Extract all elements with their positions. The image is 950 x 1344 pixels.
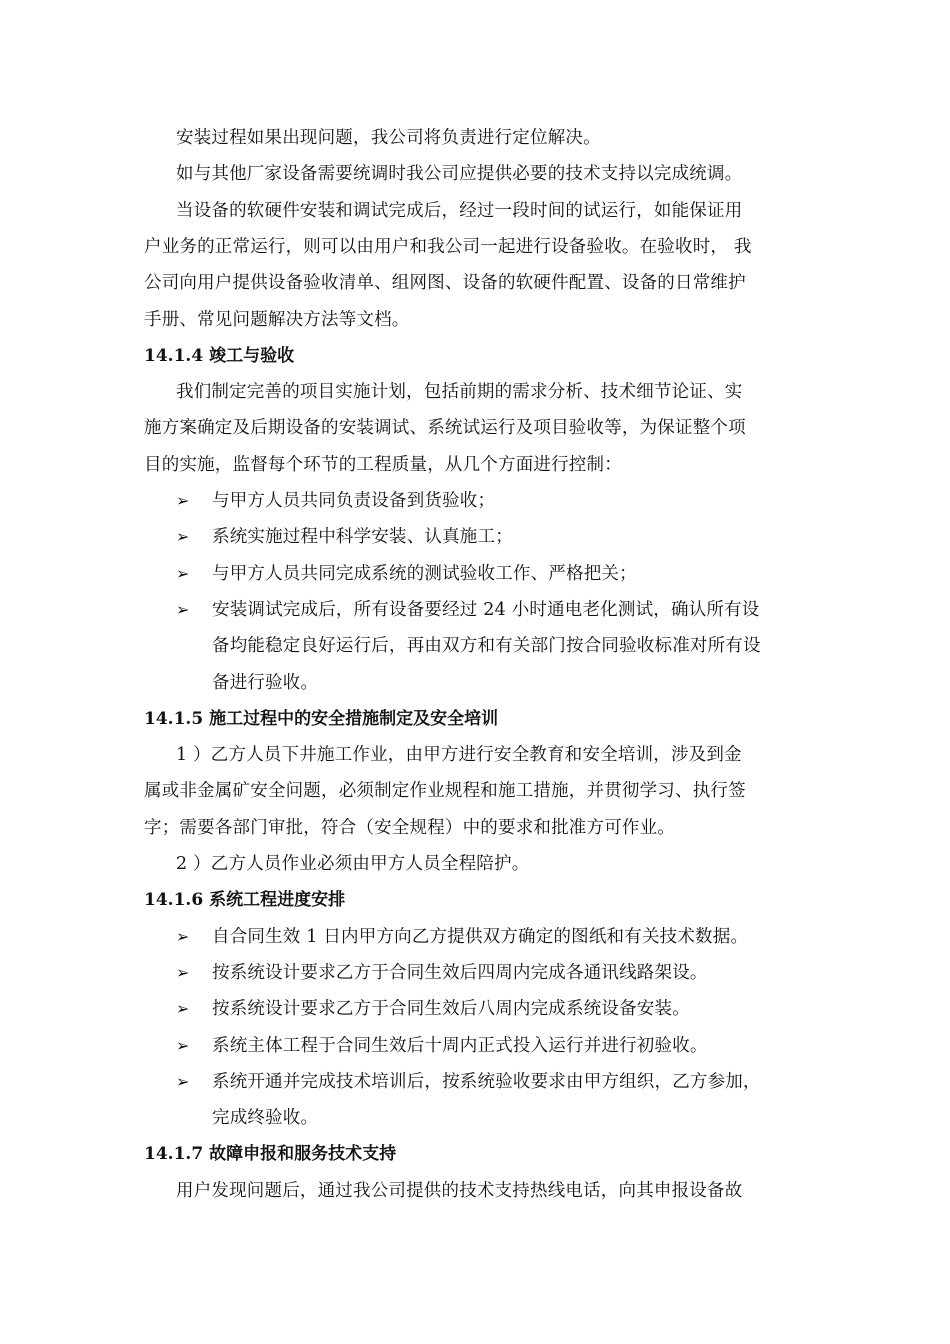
bullet-item-text: 按系统设计要求乙方于合同生效后八周内完成系统设备安装。 — [212, 999, 690, 1019]
paragraph-line: 用户发现问题后，通过我公司提供的技术支持热线电话，向其申报设备故 — [176, 1181, 743, 1201]
section-heading: 14.1.6 系统工程进度安排 — [144, 890, 346, 910]
bullet-item-text: 与甲方人员共同完成系统的测试验收工作、严格把关； — [212, 564, 637, 584]
bullet-item-text: 系统主体工程于合同生效后十周内正式投入运行并进行初验收。 — [212, 1036, 708, 1056]
paragraph-line: 安装过程如果出现问题，我公司将负责进行定位解决。 — [176, 128, 601, 148]
bullet-item-text: 安装调试完成后，所有设备要经过 24 小时通电老化测试，确认所有设 — [212, 600, 760, 620]
bullet-arrow-icon: ➢ — [176, 999, 190, 1018]
bullet-arrow-icon: ➢ — [176, 527, 190, 546]
bullet-item-text: 备进行验收。 — [212, 673, 319, 693]
paragraph-line: 属或非金属矿安全问题，必须制定作业规程和施工措施，并贯彻学习、执行签 — [144, 781, 746, 801]
paragraph-line: 户业务的正常运行，则可以由用户和我公司一起进行设备验收。在验收时， 我 — [144, 237, 752, 257]
bullet-item-text: 自合同生效 1 日内甲方向乙方提供双方确定的图纸和有关技术数据。 — [212, 927, 749, 947]
bullet-arrow-icon: ➢ — [176, 1036, 190, 1055]
paragraph-line: 2 ）乙方人员作业必须由甲方人员全程陪护。 — [176, 854, 530, 874]
paragraph-line: 1 ）乙方人员下井施工作业，由甲方进行安全教育和安全培训，涉及到金 — [176, 745, 742, 765]
paragraph-line: 施方案确定及后期设备的安装调试、系统试运行及项目验收等，为保证整个项 — [144, 418, 746, 438]
bullet-item-text: 完成终验收。 — [212, 1108, 319, 1128]
paragraph-line: 目的实施，监督每个环节的工程质量，从几个方面进行控制： — [144, 455, 622, 475]
bullet-arrow-icon: ➢ — [176, 1072, 190, 1091]
bullet-arrow-icon: ➢ — [176, 963, 190, 982]
bullet-item-text: 与甲方人员共同负责设备到货验收； — [212, 491, 496, 511]
bullet-arrow-icon: ➢ — [176, 600, 190, 619]
bullet-arrow-icon: ➢ — [176, 927, 190, 946]
paragraph-line: 字；需要各部门审批，符合（安全规程）中的要求和批准方可作业。 — [144, 818, 675, 838]
paragraph-line: 我们制定完善的项目实施计划，包括前期的需求分析、技术细节论证、实 — [176, 382, 743, 402]
bullet-arrow-icon: ➢ — [176, 491, 190, 510]
bullet-arrow-icon: ➢ — [176, 564, 190, 583]
paragraph-line: 当设备的软硬件安装和调试完成后，经过一段时间的试运行，如能保证用 — [176, 201, 743, 221]
section-heading: 14.1.4 竣工与验收 — [144, 346, 295, 366]
bullet-item-text: 系统实施过程中科学安装、认真施工； — [212, 527, 513, 547]
bullet-item-text: 按系统设计要求乙方于合同生效后四周内完成各通讯线路架设。 — [212, 963, 708, 983]
paragraph-line: 公司向用户提供设备验收清单、组网图、设备的软硬件配置、设备的日常维护 — [144, 273, 746, 293]
bullet-item-text: 备均能稳定良好运行后，再由双方和有关部门按合同验收标准对所有设 — [212, 636, 761, 656]
section-heading: 14.1.5 施工过程中的安全措施制定及安全培训 — [144, 709, 499, 729]
paragraph-line: 手册、常见问题解决方法等文档。 — [144, 310, 410, 330]
section-heading: 14.1.7 故障申报和服务技术支持 — [144, 1144, 397, 1164]
paragraph-line: 如与其他厂家设备需要统调时我公司应提供必要的技术支持以完成统调。 — [176, 164, 743, 184]
bullet-item-text: 系统开通并完成技术培训后，按系统验收要求由甲方组织，乙方参加， — [212, 1072, 761, 1092]
